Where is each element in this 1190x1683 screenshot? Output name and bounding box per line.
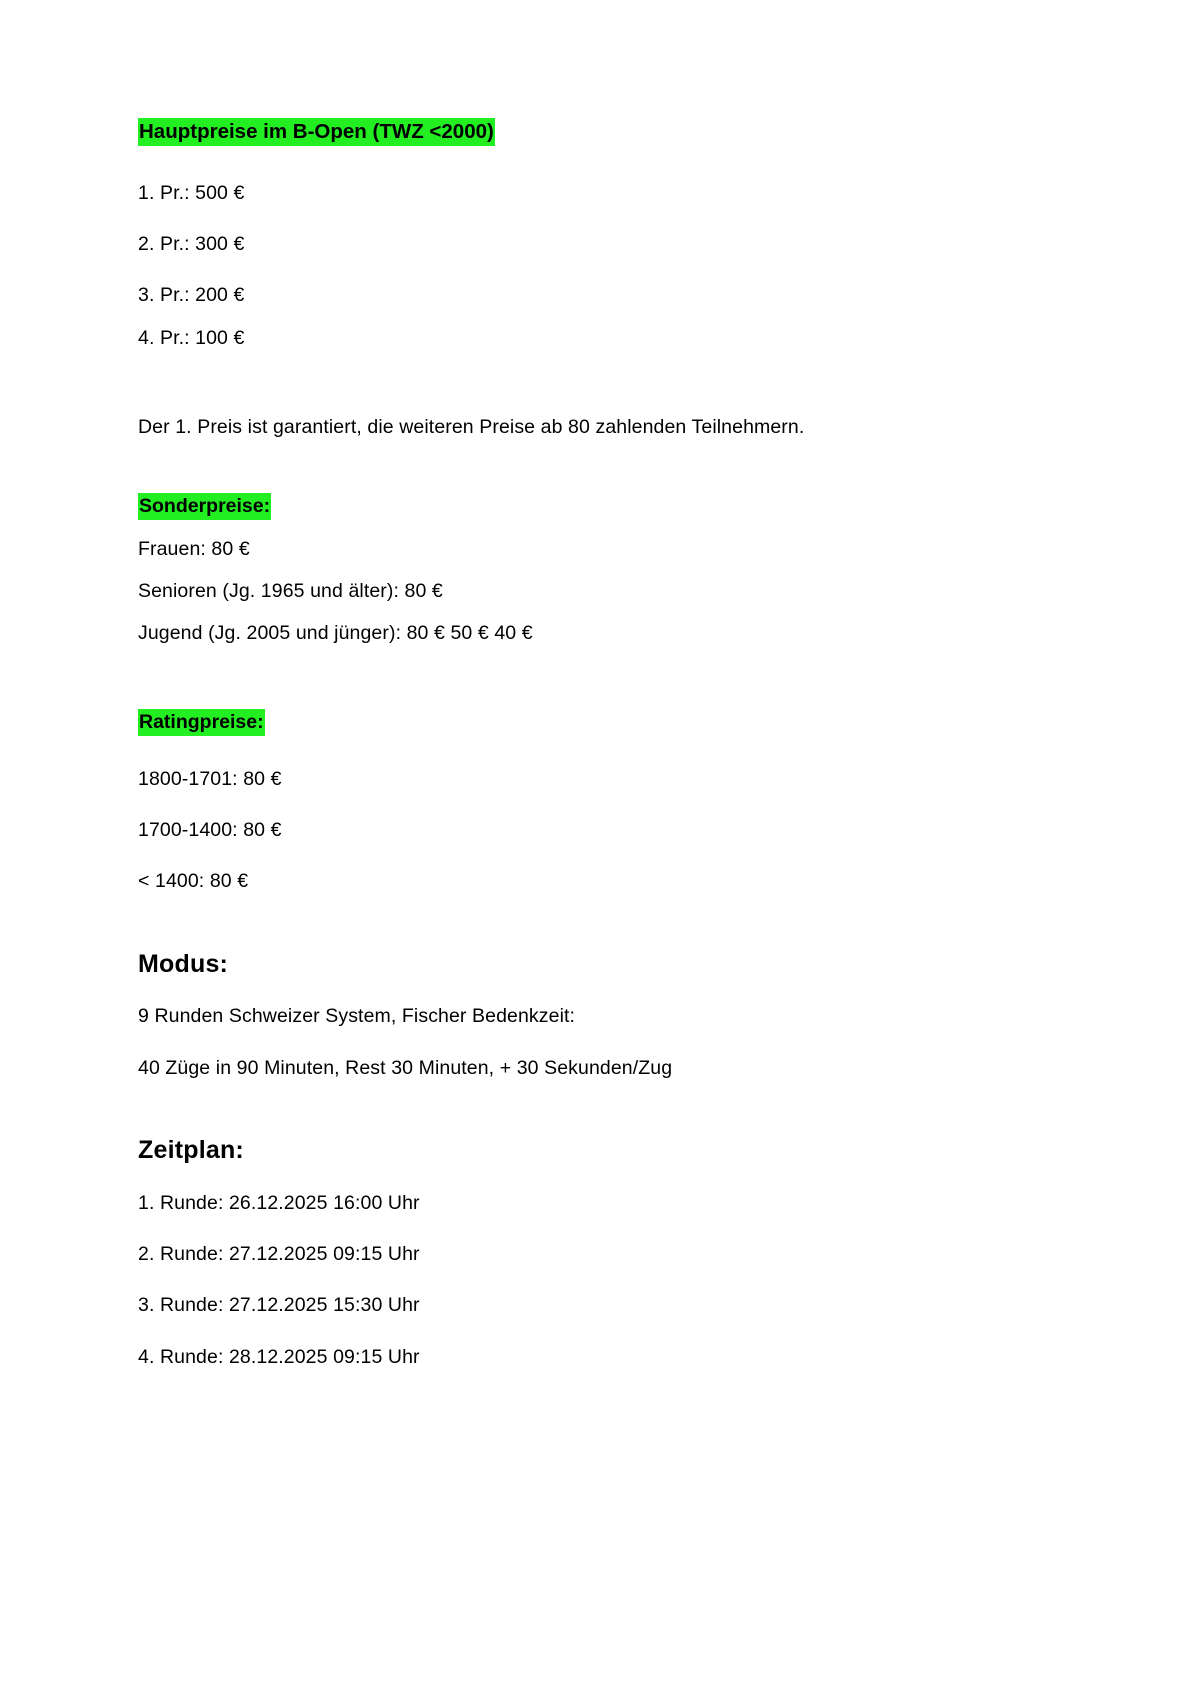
schedule-round-2: 2. Runde: 27.12.2025 09:15 Uhr	[138, 1243, 420, 1266]
special-prize-youth: Jugend (Jg. 2005 und jünger): 80 € 50 € 40 €	[138, 622, 533, 645]
schedule-round-3: 3. Runde: 27.12.2025 15:30 Uhr	[138, 1294, 420, 1317]
main-prize-2: 2. Pr.: 300 €	[138, 232, 245, 255]
rating-prize-2: 1700-1400: 80 €	[138, 819, 282, 842]
rating-prizes-heading	[138, 709, 1050, 735]
document-body	[138, 118, 1050, 1370]
modus-line-2: 40 Züge in 90 Minuten, Rest 30 Minuten, + 30 Sekunden/Zug	[138, 1056, 673, 1079]
schedule-heading: Zeitplan:	[138, 1136, 244, 1165]
schedule-round-4: 4. Runde: 28.12.2025 09:15 Uhr	[138, 1345, 420, 1368]
main-prize-1: 1. Pr.: 500 €	[138, 181, 245, 204]
special-prizes-heading	[138, 493, 1050, 519]
spacer-before-modus	[138, 920, 1050, 948]
main-prize-3: 3. Pr.: 200 €	[138, 284, 245, 307]
special-prize-seniors: Senioren (Jg. 1965 und älter): 80 €	[138, 579, 443, 602]
modus-line-1: 9 Runden Schweizer System, Fischer Bedenkzeit:	[138, 1005, 576, 1028]
spacer-before-schedule	[138, 1106, 1050, 1134]
main-prizes-heading-text: Hauptpreise im B-Open (TWZ <2000)	[138, 118, 495, 146]
spacer-after-rating-heading	[138, 752, 1050, 766]
spacer-before-rating-prizes	[138, 671, 1050, 709]
schedule-round-1: 1. Runde: 26.12.2025 16:00 Uhr	[138, 1191, 420, 1214]
rating-prize-3: < 1400: 80 €	[138, 870, 249, 893]
main-prizes-heading	[138, 118, 1050, 146]
modus-heading: Modus:	[138, 949, 229, 978]
spacer-before-special-prizes	[138, 465, 1050, 493]
special-prize-women: Frauen: 80 €	[138, 537, 250, 560]
main-prize-4: 4. Pr.: 100 €	[138, 326, 245, 349]
rating-prizes-heading-text: Ratingpreise:	[138, 709, 265, 736]
special-prizes-heading-text: Sonderpreise:	[138, 493, 271, 520]
guarantee-note: Der 1. Preis ist garantiert, die weiteren Preise ab 80 zahlenden Teilnehmern.	[138, 415, 805, 438]
spacer-after-main-prizes	[138, 376, 1050, 414]
rating-prize-1: 1800-1701: 80 €	[138, 767, 282, 790]
